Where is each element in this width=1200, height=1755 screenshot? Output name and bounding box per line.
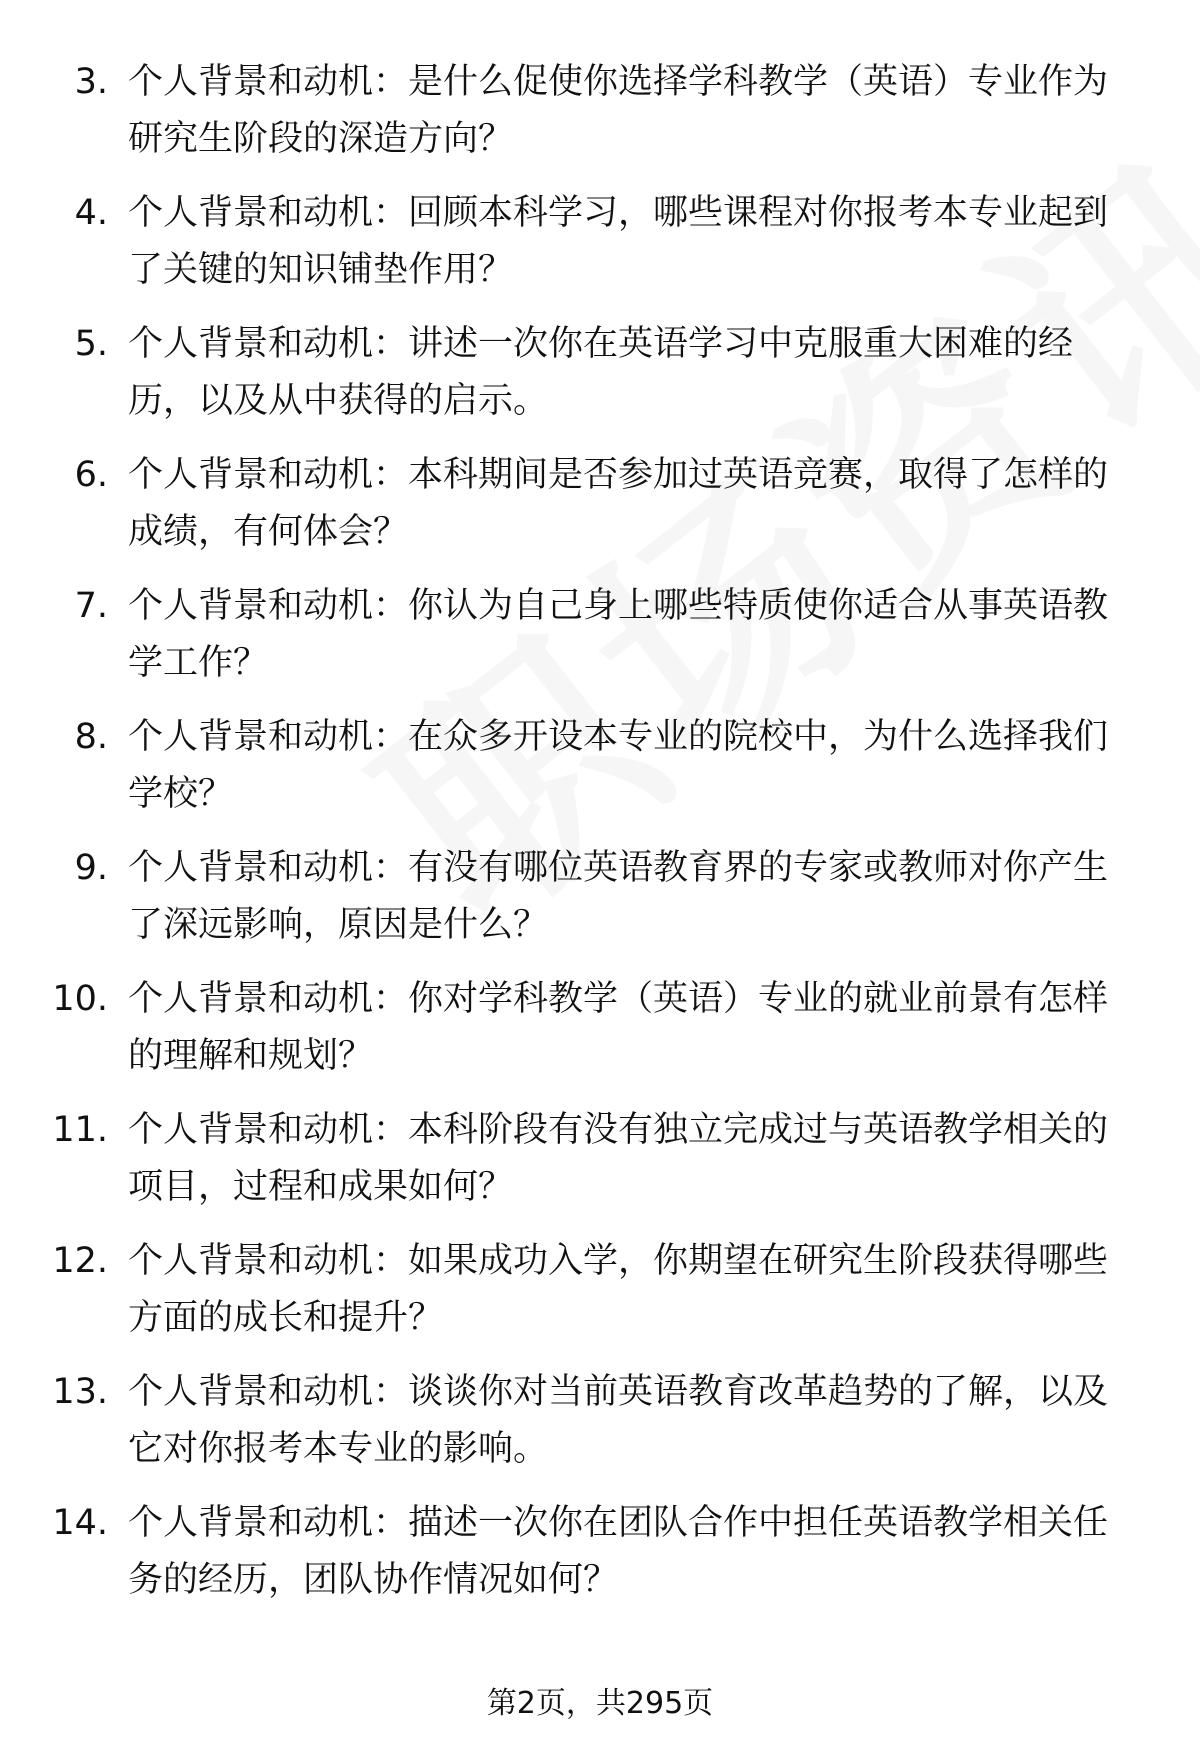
question-text: 个人背景和动机：如果成功入学，你期望在研究生阶段获得哪些方面的成长和提升？: [128, 1241, 1109, 1338]
question-item: [0, 54, 1200, 168]
question-item: [0, 1364, 1200, 1478]
question-text: 个人背景和动机：有没有哪位英语教育界的专家或教师对你产生了深远影响，原因是什么？: [128, 848, 1109, 945]
question-item: [0, 185, 1200, 299]
question-text: 个人背景和动机：你对学科教学（英语）专业的就业前景有怎样的理解和规划？: [128, 979, 1109, 1076]
question-item: [0, 709, 1200, 823]
question-number: 12.: [52, 1241, 108, 1281]
question-item: [0, 1233, 1200, 1347]
question-list: [0, 54, 1200, 1626]
question-item: [0, 840, 1200, 954]
question-number: 14.: [52, 1503, 108, 1543]
question-number: 3.: [74, 62, 108, 102]
question-text: 个人背景和动机：讲述一次你在英语学习中克服重大困难的经历，以及从中获得的启示。: [128, 324, 1074, 421]
question-number: 4.: [74, 193, 108, 233]
question-text: 个人背景和动机：回顾本科学习，哪些课程对你报考本专业起到了关键的知识铺垫作用？: [128, 193, 1109, 290]
question-number: 6.: [74, 455, 108, 495]
question-item: [0, 971, 1200, 1085]
question-number: 9.: [74, 848, 108, 888]
question-number: 5.: [74, 324, 108, 364]
question-item: [0, 1495, 1200, 1609]
question-item: [0, 1102, 1200, 1216]
page-number-label: 第2页，共295页: [486, 1686, 714, 1721]
question-text: 个人背景和动机：在众多开设本专业的院校中，为什么选择我们学校？: [128, 717, 1109, 814]
page-footer: [0, 1684, 1200, 1724]
question-item: [0, 578, 1200, 692]
question-text: 个人背景和动机：谈谈你对当前英语教育改革趋势的了解，以及它对你报考本专业的影响。: [128, 1372, 1109, 1469]
question-text: 个人背景和动机：本科期间是否参加过英语竞赛，取得了怎样的成绩，有何体会？: [128, 455, 1109, 552]
question-item: [0, 447, 1200, 561]
question-number: 8.: [74, 717, 108, 757]
question-text: 个人背景和动机：描述一次你在团队合作中担任英语教学相关任务的经历，团队协作情况如何？: [128, 1503, 1109, 1600]
question-text: 个人背景和动机：本科阶段有没有独立完成过与英语教学相关的项目，过程和成果如何？: [128, 1110, 1109, 1207]
question-number: 10.: [52, 979, 108, 1019]
question-text: 个人背景和动机：是什么促使你选择学科教学（英语）专业作为研究生阶段的深造方向？: [128, 62, 1109, 159]
question-text: 个人背景和动机：你认为自己身上哪些特质使你适合从事英语教学工作？: [128, 586, 1109, 683]
question-number: 7.: [74, 586, 108, 626]
question-number: 11.: [52, 1110, 108, 1150]
question-item: [0, 316, 1200, 430]
question-number: 13.: [52, 1372, 108, 1412]
